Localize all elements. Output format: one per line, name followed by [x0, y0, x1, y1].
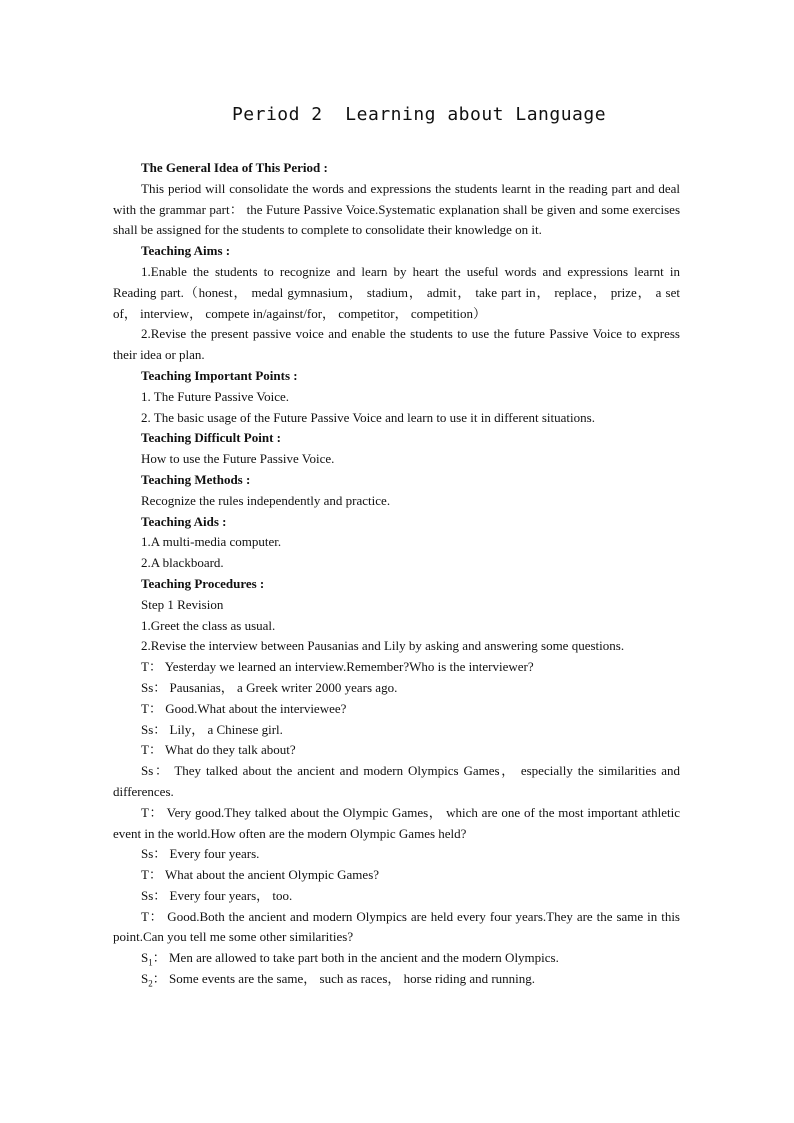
speaker-label: S — [141, 950, 149, 966]
dialogue-text: ： Some events are the same， such as races， horse riding and running. — [152, 971, 536, 987]
aids-item: 1.A multi-media computer. — [141, 534, 282, 550]
speaker-label: S — [141, 971, 149, 987]
dialogue-line: T： What about the ancient Olympic Games? — [141, 867, 380, 883]
methods-text: Recognize the rules independently and practice. — [141, 492, 391, 508]
page-title: Period 2 Learning about Language — [231, 104, 607, 125]
speaker-subscript: 2 — [148, 978, 153, 989]
procedures-heading: Teaching Procedures : — [141, 575, 265, 591]
aims-heading: Teaching Aims : — [141, 243, 231, 259]
important-point-item: 2. The basic usage of the Future Passive Voice and learn to use it in different situations. — [141, 409, 595, 425]
dialogue-line: T： Good.What about the interviewee? — [141, 700, 347, 716]
dialogue-line: Ss： They talked about the ancient and modern Olympics Games， especially the similarities and differences. — [113, 763, 680, 799]
methods-heading: Teaching Methods : — [141, 471, 251, 487]
important-points-heading: Teaching Important Points : — [141, 367, 298, 383]
dialogue-line: T： Very good.They talked about the Olympic Games， which are one of the most important athletic event in the world.How often are the modern Olympic Games held? — [113, 804, 680, 841]
dialogue-line: Ss： Every four years， too. — [141, 887, 293, 903]
dialogue-line: Ss： Every four years. — [141, 846, 260, 862]
important-point-item: 1. The Future Passive Voice. — [141, 388, 290, 404]
dialogue-text: ： Men are allowed to take part both in the ancient and the modern Olympics. — [152, 950, 559, 966]
procedure-step: Step 1 Revision — [141, 596, 224, 612]
difficult-point-heading: Teaching Difficult Point : — [141, 430, 281, 446]
dialogue-line-s1 — [113, 948, 680, 969]
aids-item: 2.A blackboard. — [141, 555, 224, 571]
general-idea-heading: The General Idea of This Period : — [141, 160, 328, 175]
procedure-item: 1.Greet the class as usual. — [141, 617, 276, 633]
aids-heading: Teaching Aids : — [141, 513, 227, 529]
document-body — [113, 158, 680, 990]
dialogue-line: T： Yesterday we learned an interview.Remember?Who is the interviewer? — [141, 659, 534, 675]
dialogue-line: T： What do they talk about? — [141, 742, 296, 758]
aims-item: 2.Revise the present passive voice and enable the students to use the future Passive Voice to express their idea or plan. — [113, 326, 680, 363]
general-idea-text: This period will consolidate the words and expressions the students learnt in the reading part and deal with the grammar part： the Future Passive Voice.Systematic explanation shall be given and some exercises shall be assigned for the students to complete to consolidate their knowledge on it. — [113, 180, 680, 238]
difficult-point-text: How to use the Future Passive Voice. — [141, 451, 335, 467]
dialogue-line: Ss： Pausanias， a Greek writer 2000 years ago. — [141, 679, 398, 695]
procedure-item: 2.Revise the interview between Pausanias and Lily by asking and answering some questions. — [141, 638, 625, 654]
dialogue-line-s2 — [113, 969, 680, 990]
aims-item: 1.Enable the students to recognize and learn by heart the useful words and expressions learnt in Reading part.（honest， medal gymnasium， stadium， admit， take part in， replace， prize， a set of， interview， compete in/against/for， competitor， competition） — [113, 263, 680, 321]
speaker-subscript: 1 — [148, 957, 153, 968]
dialogue-line: T： Good.Both the ancient and modern Olympics are held every four years.They are the same in this point.Can you tell me some other similarities? — [113, 908, 680, 945]
dialogue-line: Ss： Lily， a Chinese girl. — [141, 721, 283, 737]
